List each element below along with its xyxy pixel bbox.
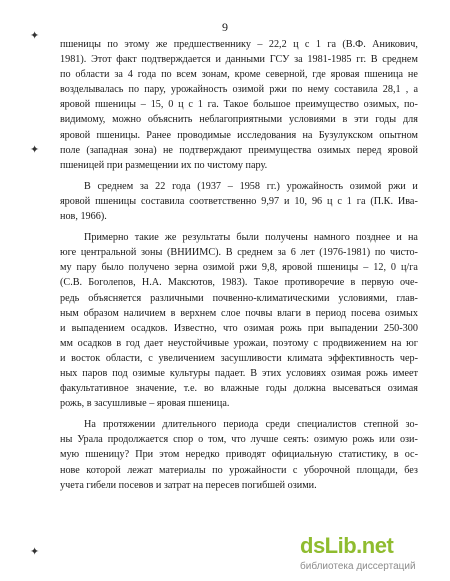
text-line: 1981). Этот факт подтверждается и данными ГСУ за 1981-1985 гг. В среднем	[60, 54, 418, 66]
text-line: яровой пшеницы. Ранее проводимые исследования на Бузулукском опытном	[60, 129, 418, 141]
text-line: юге центральной зоны (ВНИИМС). В среднем за 6 лет (1976-1981) по чисто-	[60, 247, 418, 259]
text-line: Примерно такие же результаты были получены намного позднее и на	[84, 232, 418, 244]
text-line: возделывалась по пару, урожайность озимой ржи по нему составила 28,1 , а	[60, 84, 418, 96]
watermark-logo: dsLib.net	[300, 533, 394, 558]
text-line: мую пшеницу? При этом нередко приводят официальную статистику, в ос-	[60, 449, 418, 461]
text-line: ны Урала продолжается спор о том, что лучше сеять: озимую рожь или ози-	[60, 434, 418, 446]
text-line: факультативное значение, т.е. во влажные годы должна высеваться озимая	[60, 383, 418, 395]
text-line: и восток области, с увеличением засушливости климата эффективность чер-	[60, 352, 418, 364]
text-line: пшеницей при размещении их по чистому пару.	[60, 159, 268, 171]
watermark-subtitle: библиотека диссертаций	[300, 561, 416, 572]
text-line: видимому, можно объяснить неблагоприятными условиями в эти годы для	[60, 114, 418, 126]
text-line: ных паров под озимые культуры падает. В этих условиях озимая рожь имеет	[60, 367, 418, 379]
text-line: нов, 1966).	[60, 211, 107, 223]
text-line: рожь, в засушливые – яровая пшеница.	[60, 398, 230, 410]
body-text	[60, 37, 418, 493]
text-line: учета гибели посевов и затрат на пересев погибшей озими.	[60, 479, 317, 491]
page-number: 9	[222, 20, 228, 34]
margin-mark-middle: ✦	[30, 143, 40, 156]
text-line: яровой пшеницы составила соответственно 9,97 и 10, 96 ц с 1 га (П.К. Ива-	[60, 195, 418, 207]
margin-mark-bottom: ✦	[30, 545, 40, 558]
margin-mark-top: ✦	[30, 29, 40, 42]
text-line: нове которой лежат материалы по урожайности с уборочной площади, без	[60, 464, 418, 476]
text-line: ным образом наличием в верхнем слое почвы влаги в период посева озимых	[60, 307, 418, 319]
text-line: пшеницы по этому же предшественнику – 22,2 ц с 1 га (В.Ф. Аникович,	[60, 39, 418, 50]
text-line: поле (западная зона) не подтверждают преимущества озимых перед яровой	[60, 144, 418, 156]
text-line: В среднем за 22 года (1937 – 1958 гг.) урожайность озимой ржи и	[84, 180, 418, 192]
text-line: редь объясняется различными почвенно-климатическими условиями, глав-	[60, 292, 418, 304]
watermark	[300, 531, 450, 581]
text-line: му пару было получено зерна озимой ржи 9,8, яровой пшеницы – 12, 0 ц/га	[60, 262, 418, 274]
text-line: яровой пшеницы – 15, 0 ц с 1 га. Такое большое преимущество озимых, по-	[60, 99, 418, 111]
text-line: мм осадков в год дает неустойчивые урожаи, поэтому с продвижением на юг	[60, 337, 418, 349]
text-line: (С.В. Боголепов, Н.А. Максютов, 1983). Такое противоречие в первую оче-	[60, 277, 418, 289]
text-line: и выпадением осадков. Известно, что озимая рожь при выпадении 250-300	[60, 322, 418, 334]
text-line: по области за 4 года по всем зонам, кроме северной, где яровая пшеница не	[60, 69, 418, 81]
text-line: На протяжении длительного периода среди специалистов степной зо-	[84, 419, 418, 431]
